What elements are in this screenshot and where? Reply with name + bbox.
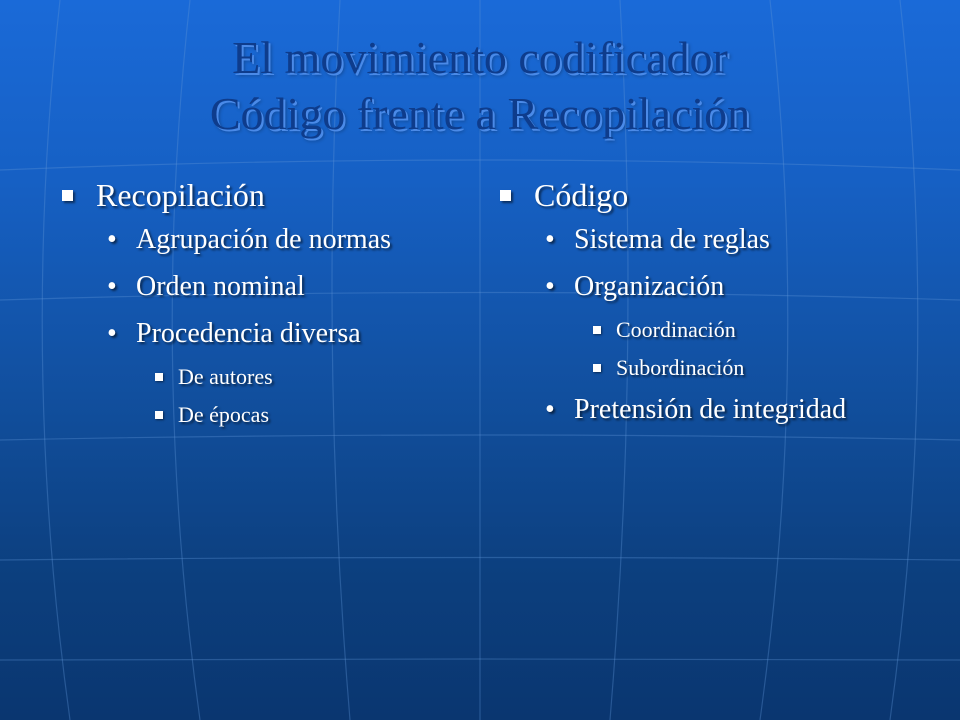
list-item-label: Pretensión de integridad: [574, 394, 847, 425]
square-bullet-icon: [593, 364, 601, 372]
list-item-heading: [62, 175, 462, 215]
list-subitem-label: De épocas: [178, 402, 270, 427]
square-bullet-icon: [62, 190, 73, 201]
dot-bullet-icon: •: [107, 271, 117, 302]
left-column: [62, 175, 462, 440]
square-bullet-icon: [155, 373, 163, 381]
list-item: [500, 270, 940, 304]
square-bullet-icon: [500, 190, 511, 201]
heading-label: Recopilación: [96, 177, 265, 213]
list-item-label: Organización: [574, 271, 725, 302]
dot-bullet-icon: •: [107, 224, 117, 255]
list-item-label: Agrupación de normas: [136, 224, 392, 255]
dot-bullet-icon: •: [545, 224, 555, 255]
list-item: [62, 317, 462, 351]
list-subitem: [500, 355, 940, 381]
list-subitem-label: Subordinación: [616, 355, 745, 380]
title-line-1: El movimiento codificador: [232, 32, 728, 83]
list-subitem-label: De autores: [178, 364, 273, 389]
list-item-label: Orden nominal: [136, 271, 305, 302]
right-column: [500, 175, 940, 440]
list-item: [62, 270, 462, 304]
heading-label: Código: [534, 177, 629, 213]
list-item: [62, 223, 462, 257]
square-bullet-icon: [155, 411, 163, 419]
title-line-2: Código frente a Recopilación: [209, 88, 751, 139]
list-subitem-label: Coordinación: [616, 317, 736, 342]
list-item-heading: [500, 175, 940, 215]
list-subitem: [62, 364, 462, 390]
list-item: [500, 393, 940, 427]
list-item-label: Sistema de reglas: [574, 224, 770, 255]
dot-bullet-icon: •: [107, 318, 117, 349]
list-item-label: Procedencia diversa: [136, 318, 361, 349]
square-bullet-icon: [593, 326, 601, 334]
slide-title: [0, 30, 960, 142]
dot-bullet-icon: •: [545, 271, 555, 302]
list-item: [500, 223, 940, 257]
dot-bullet-icon: •: [545, 394, 555, 425]
list-subitem: [62, 402, 462, 428]
list-subitem: [500, 317, 940, 343]
